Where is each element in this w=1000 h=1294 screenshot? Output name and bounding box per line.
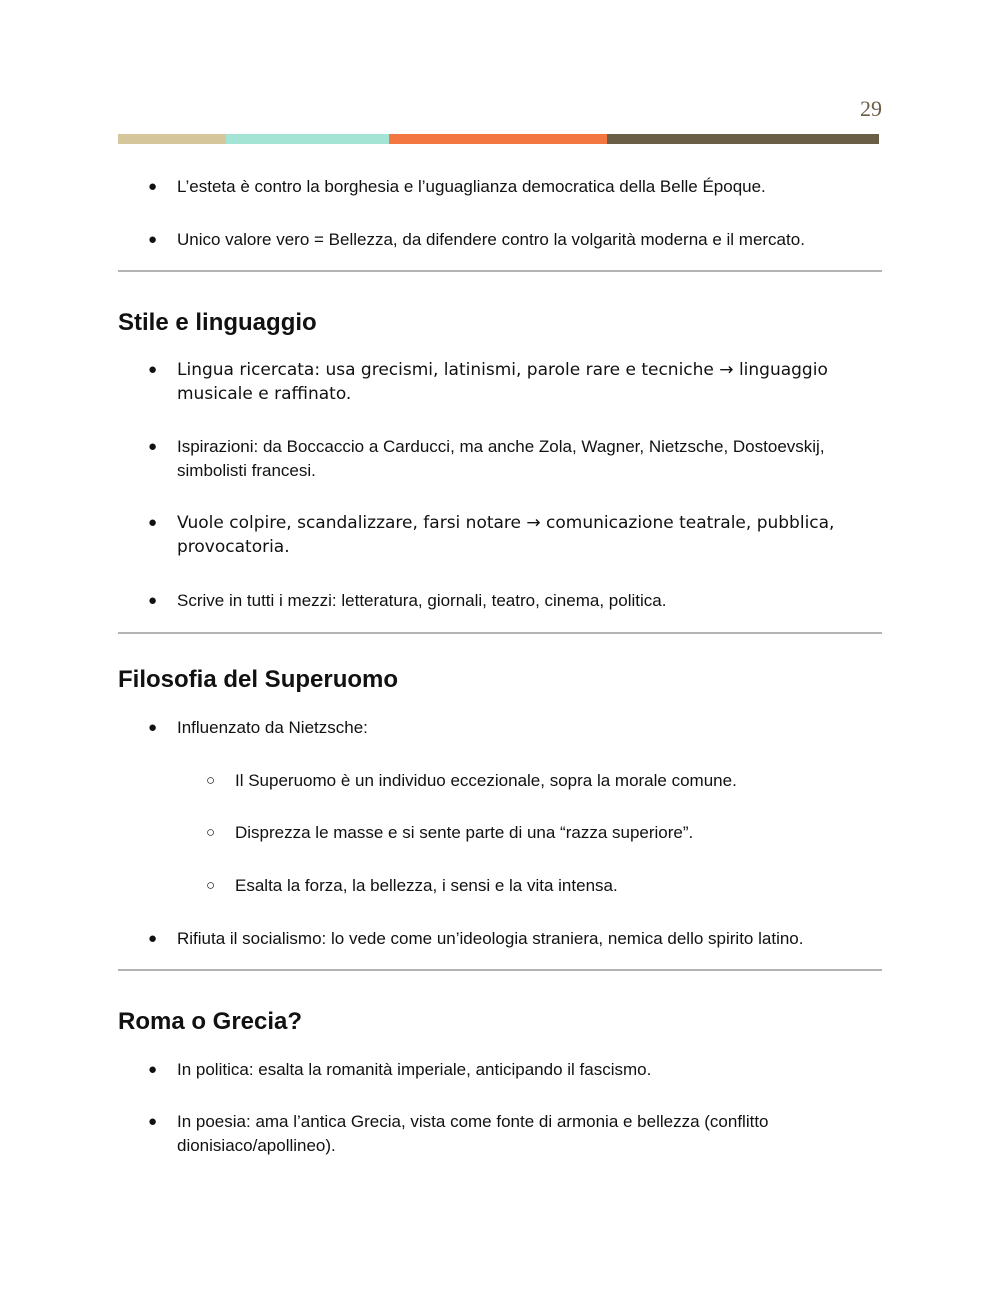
section-title: Stile e linguaggio — [118, 309, 317, 336]
bullet-marker: ● — [148, 231, 158, 248]
sub-list-item-text: Esalta la forza, la bellezza, i sensi e la vita intensa. — [235, 876, 618, 895]
bullet-marker: ● — [148, 1061, 158, 1078]
sub-bullet-marker: ○ — [206, 772, 216, 789]
sub-bullet-marker: ○ — [206, 824, 216, 841]
bullet-marker: ● — [148, 361, 158, 378]
list-item-text: Ispirazioni: da Boccaccio a Carducci, ma anche Zola, Wagner, Nietzsche, Dostoevskij, simbolisti francesi. — [177, 437, 825, 480]
bullet-marker: ● — [148, 1113, 158, 1130]
section-title: Filosofia del Superuomo — [118, 666, 399, 693]
list-item-text: In politica: esalta la romanità imperiale, anticipando il fascismo. — [177, 1060, 652, 1079]
section-divider — [118, 969, 882, 971]
list-item-text: Lingua ricercata: usa grecismi, latinismi, parole rare e tecniche → linguaggio musicale e raffinato. — [177, 360, 828, 404]
list-item-text: Influenzato da Nietzsche: — [177, 718, 368, 737]
section-title: Roma o Grecia? — [118, 1008, 303, 1035]
header-color-bar — [118, 134, 879, 144]
section-divider — [118, 270, 882, 272]
bullet-marker: ● — [148, 930, 158, 947]
sub-bullet-marker: ○ — [206, 877, 216, 894]
page-number: 29 — [860, 96, 882, 121]
list-item-text: Rifiuta il socialismo: lo vede come un’ideologia straniera, nemica dello spirito latino. — [177, 929, 804, 948]
sub-list-item-text: Disprezza le masse e si sente parte di una “razza superiore”. — [235, 823, 694, 842]
bullet-marker: ● — [148, 592, 158, 609]
list-item-text: Vuole colpire, scandalizzare, farsi notare → comunicazione teatrale, pubblica, provocatoria. — [177, 513, 835, 557]
color-bar-segment — [389, 134, 607, 144]
section-divider — [118, 632, 882, 634]
sub-list-item-text: Il Superuomo è un individuo eccezionale, sopra la morale comune. — [235, 771, 737, 790]
bullet-marker: ● — [148, 438, 158, 455]
list-item-text: Scrive in tutti i mezzi: letteratura, giornali, teatro, cinema, politica. — [177, 591, 667, 610]
bullet-marker: ● — [148, 719, 158, 736]
list-item-text: L’esteta è contro la borghesia e l’uguaglianza democratica della Belle Époque. — [177, 177, 766, 196]
color-bar-segment — [118, 134, 226, 144]
list-item-text: Unico valore vero = Bellezza, da difendere contro la volgarità moderna e il mercato. — [177, 230, 805, 249]
bullet-marker: ● — [148, 514, 158, 531]
color-bar-segment — [226, 134, 389, 144]
color-bar-segment — [607, 134, 879, 144]
list-item-text: In poesia: ama l’antica Grecia, vista come fonte di armonia e bellezza (conflitto dionisiaco/apollineo). — [177, 1112, 769, 1155]
bullet-marker: ● — [148, 178, 158, 195]
